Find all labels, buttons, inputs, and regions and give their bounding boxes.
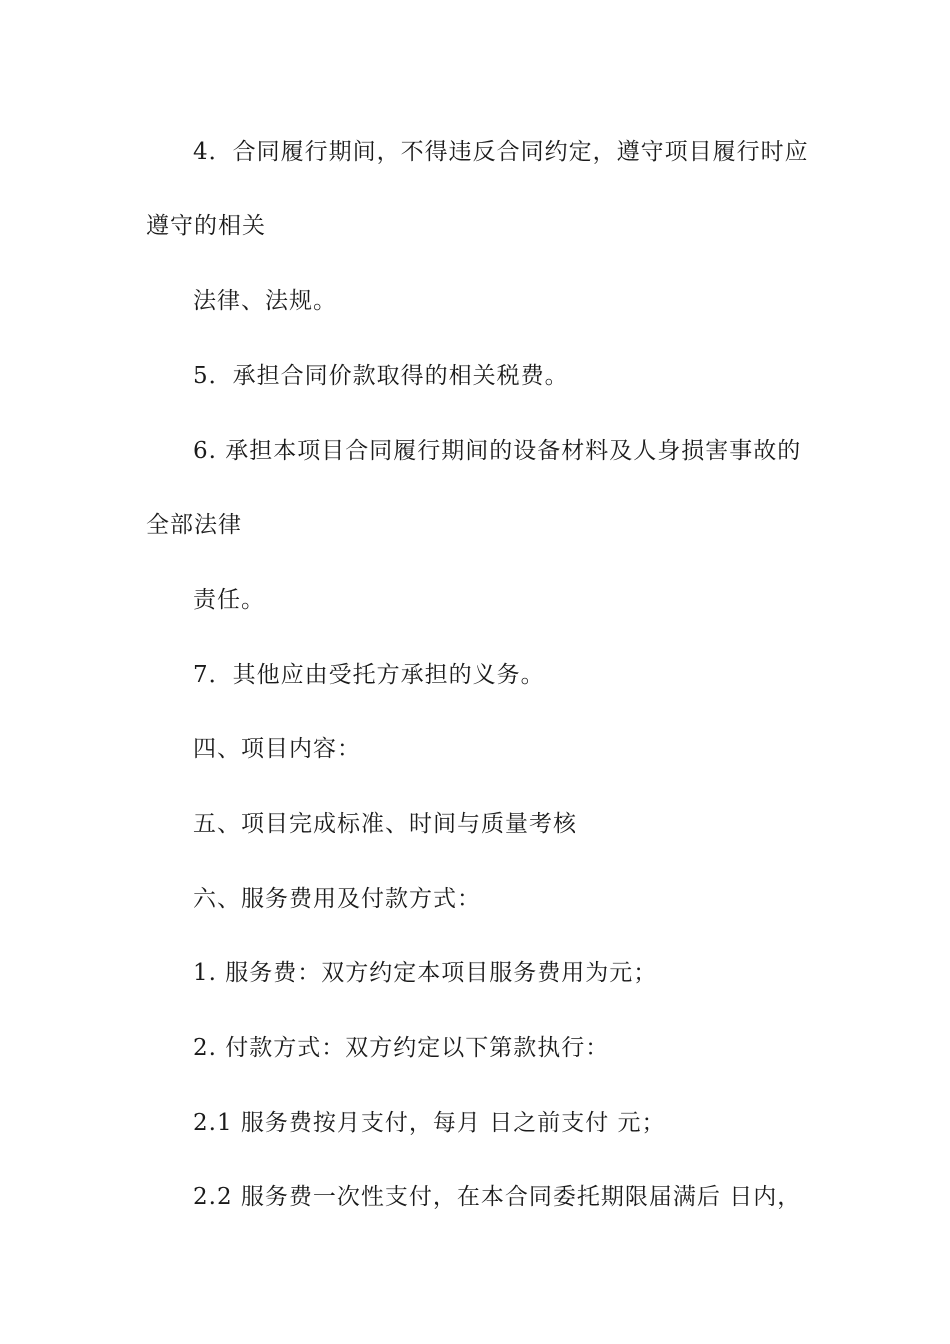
fee-clause-2-2: 2.2 服务费一次性支付，在本合同委托期限届满后 日内， xyxy=(193,1184,802,1210)
clause-4-line-3: 法律、法规。 xyxy=(193,288,337,314)
fee-clause-1: 1. 服务费：双方约定本项目服务费用为元； xyxy=(193,960,658,986)
clause-6-line-2: 全部法律 xyxy=(146,512,242,538)
clause-7: 7．其他应由受托方承担的义务。 xyxy=(193,662,545,688)
clause-4-line-2: 遵守的相关 xyxy=(146,213,266,239)
clause-4-line-1: 4．合同履行期间，不得违反合同约定，遵守项目履行时应 xyxy=(193,139,809,165)
section-6-heading: 六、服务费用及付款方式： xyxy=(193,886,481,912)
section-4-heading: 四、项目内容： xyxy=(193,736,361,762)
section-5-heading: 五、项目完成标准、时间与质量考核 xyxy=(193,811,577,837)
clause-6-line-1: 6. 承担本项目合同履行期间的设备材料及人身损害事故的 xyxy=(193,438,802,464)
clause-5: 5．承担合同价款取得的相关税费。 xyxy=(193,363,569,389)
fee-clause-2-1: 2.1 服务费按月支付，每月 日之前支付 元； xyxy=(193,1110,666,1136)
clause-6-line-3: 责任。 xyxy=(193,587,265,613)
fee-clause-2: 2. 付款方式：双方约定以下第款执行： xyxy=(193,1035,610,1061)
